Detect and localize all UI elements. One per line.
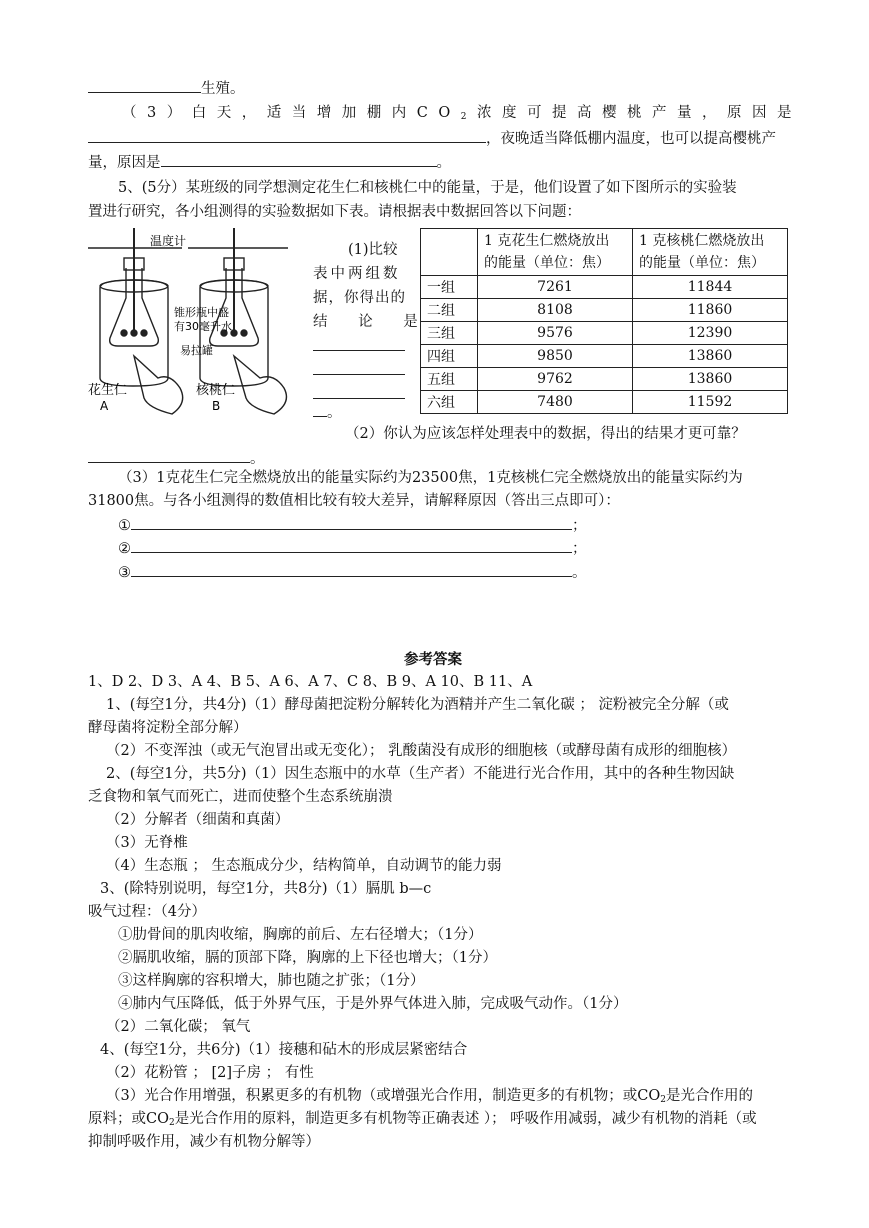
- text: ③: [118, 565, 131, 581]
- table-header-cell: [421, 229, 478, 276]
- subscript: 2: [168, 1118, 175, 1128]
- answer-line: 乏食物和氧气而死亡，进而使整个生态系统崩溃: [88, 789, 393, 805]
- q5-1-line3: 据，你得出的: [313, 290, 406, 306]
- table-cell: 8108: [478, 299, 633, 322]
- table-cell: 13860: [633, 368, 788, 391]
- text: 量，原因是: [88, 155, 161, 171]
- table-row: [421, 276, 788, 299]
- answer-line: （2）二氧化碳； 氧气: [106, 1019, 251, 1035]
- answer-blank[interactable]: [88, 448, 250, 463]
- table-cell: 7261: [478, 276, 633, 299]
- answer-line: （2）不变浑浊（或无气泡冒出或无变化）； 乳酸菌没有成形的细胞核（或酵母菌有成形的细胞核）: [106, 743, 737, 759]
- q4-3-line: [122, 103, 802, 127]
- answer-blank[interactable]: [161, 152, 437, 167]
- table-cell: 二组: [421, 299, 478, 322]
- q5-3-answer-3: [118, 562, 587, 583]
- q5-3-answer-1: [118, 515, 587, 536]
- text: 生殖。: [201, 81, 245, 97]
- q5-1-blank1: [313, 336, 405, 357]
- label-peanut: 花生仁: [88, 383, 128, 398]
- experiment-apparatus-figure: [88, 228, 318, 420]
- answer-blank[interactable]: [313, 402, 327, 417]
- table-cell: 11860: [633, 299, 788, 322]
- q5-1-blank4: [313, 402, 342, 423]
- text: 浓度可提高樱桃产量，原因是: [476, 105, 802, 121]
- table-row: [421, 322, 788, 345]
- answer-line: （3）无脊椎: [106, 835, 188, 851]
- table-cell: 12390: [633, 322, 788, 345]
- answer-blank[interactable]: [88, 78, 201, 93]
- q5-3-answer-2: [118, 538, 587, 559]
- text: （3）白天，适当增加棚内CO: [122, 105, 461, 121]
- answer-blank[interactable]: [131, 562, 572, 577]
- q5-3-line1: （3）1克花生仁完全燃烧放出的能量实际约为23500焦，1克核桃仁完全燃烧放出的能量实际约为: [118, 470, 743, 486]
- text: 。: [250, 451, 265, 467]
- answer-line: 3、(除特别说明，每空1分，共8分)（1）膈肌 b—c: [100, 881, 432, 897]
- answer-line: 1、(每空1分，共4分)（1）酵母菌把淀粉分解转化为酒精并产生二氧化碳 ； 淀粉被完全分解（或: [106, 697, 729, 713]
- answer-line-4-3b: [88, 1109, 757, 1133]
- label-a: A: [100, 399, 109, 413]
- text: 是光合作用的原料，制造更多有机物等正确表述 ）； 呼吸作用减弱，减少有机物的消耗（或: [174, 1111, 757, 1127]
- answer-line: ②膈肌收缩，膈的顶部下降，胸廓的上下径也增大；（1分）: [118, 950, 497, 966]
- q5-3-line2: 31800焦。与各小组测得的数值相比较有较大差异，请解释原因（答出三点即可）：: [88, 493, 620, 509]
- energy-data-table: [420, 228, 788, 414]
- subscript: 2: [660, 1095, 666, 1105]
- answer-blank[interactable]: [88, 128, 486, 143]
- text: ②: [118, 541, 131, 557]
- table-cell: 9576: [478, 322, 633, 345]
- answer-blank[interactable]: [131, 515, 572, 530]
- blank-line-1: [88, 78, 245, 99]
- table-row: [421, 299, 788, 322]
- answer-line: ④肺内气压降低，低于外界气压，于是外界气体进入肺，完成吸气动作。（1分）: [118, 996, 628, 1012]
- table-cell: 六组: [421, 391, 478, 414]
- q4-3-line3: [88, 152, 451, 173]
- table-cell: 11844: [633, 276, 788, 299]
- answer-line: （4）生态瓶 ； 生态瓶成分少，结构简单，自动调节的能力弱: [106, 858, 502, 874]
- answer-blank[interactable]: [131, 538, 572, 553]
- text: ；: [572, 541, 587, 557]
- q5-stem-2: 置进行研究，各小组测得的实验数据如下表。请根据表中数据回答以下问题：: [88, 204, 581, 220]
- text: 是光合作用的: [665, 1088, 753, 1104]
- header-line: 1 克花生仁燃烧放出: [484, 233, 610, 249]
- text: 。: [436, 155, 451, 171]
- text: 原料；或CO: [88, 1111, 169, 1127]
- text: （3）光合作用增强，积累更多的有机物（或增强光合作用，制造更多的有机物；或CO: [106, 1088, 661, 1104]
- label-b: B: [212, 399, 221, 413]
- q5-1-line2: 表中两组数: [313, 266, 401, 282]
- table-header-cell: [478, 229, 633, 276]
- table-row: [421, 368, 788, 391]
- label-flask: 锥形瓶中盛: [174, 306, 229, 319]
- answer-line: ①肋骨间的肌肉收缩，胸廓的前后、左右径增大；（1分）: [118, 927, 483, 943]
- q5-1-blank2: [313, 360, 405, 381]
- answer-blank[interactable]: [313, 384, 405, 399]
- table-header-cell: [633, 229, 788, 276]
- header-line: 的能量（单位：焦）: [484, 255, 610, 271]
- q5-2-blank-line: [88, 448, 265, 469]
- table-row: [421, 391, 788, 414]
- table-cell: 11592: [633, 391, 788, 414]
- table-header-row: [421, 229, 788, 276]
- table-cell: 7480: [478, 391, 633, 414]
- q5-1-line1: (1)比较: [348, 242, 398, 258]
- answer-line: 吸气过程：（4分）: [88, 904, 206, 920]
- answer-line: （2）分解者（细菌和真菌）: [106, 812, 290, 828]
- text: ①: [118, 518, 131, 534]
- text: ，夜晚适当降低棚内温度，也可以提高樱桃产: [486, 131, 776, 147]
- text: ；: [572, 518, 587, 534]
- table-cell: 一组: [421, 276, 478, 299]
- text: 。: [327, 405, 342, 421]
- answer-line: ③这样胸廓的容积增大，肺也随之扩张；（1分）: [118, 973, 425, 989]
- label-thermometer: 温度计: [150, 234, 187, 248]
- table-cell: 三组: [421, 322, 478, 345]
- table-cell: 9762: [478, 368, 633, 391]
- table-cell: 五组: [421, 368, 478, 391]
- table-cell: 13860: [633, 345, 788, 368]
- answer-line: 酵母菌将淀粉全部分解）: [88, 720, 248, 736]
- label-water: 有30毫升水: [174, 320, 232, 333]
- table-cell: 四组: [421, 345, 478, 368]
- q5-2-text: （2）你认为应该怎样处理表中的数据，得出的结果才更可靠？: [345, 426, 746, 442]
- q4-3-line2: [88, 128, 776, 149]
- q5-1-line4: 结 论 是: [313, 314, 431, 330]
- answer-line: （2）花粉管 ； [2]子房 ； 有性: [106, 1065, 314, 1081]
- answers-title: 参考答案: [404, 651, 462, 668]
- answer-line-4-3c: 抑制呼吸作用，减少有机物分解等）: [88, 1134, 320, 1150]
- answer-blank[interactable]: [313, 336, 405, 351]
- text: 。: [572, 565, 587, 581]
- answer-blank[interactable]: [313, 360, 405, 375]
- header-line: 1 克核桃仁燃烧放出: [639, 233, 765, 249]
- header-line: 的能量（单位：焦）: [639, 255, 765, 271]
- subscript: 2: [460, 112, 477, 122]
- answers-choices: 1、D 2、D 3、A 4、B 5、A 6、A 7、C 8、B 9、A 10、B 11、A: [88, 674, 533, 690]
- answer-line-4-3a: [106, 1086, 753, 1110]
- label-walnut: 核桃仁: [196, 383, 236, 398]
- table-row: [421, 345, 788, 368]
- label-can: 易拉罐: [180, 344, 213, 357]
- q5-stem-1: 5、(5分）某班级的同学想测定花生仁和核桃仁中的能量，于是，他们设置了如下图所示的实验装: [118, 180, 737, 196]
- answer-line: 4、(每空1分，共6分)（1）接穗和砧木的形成层紧密结合: [100, 1042, 468, 1058]
- answer-line: 2、(每空1分，共5分)（1）因生态瓶中的水草（生产者）不能进行光合作用，其中的各种生物因缺: [106, 766, 735, 782]
- table-cell: 9850: [478, 345, 633, 368]
